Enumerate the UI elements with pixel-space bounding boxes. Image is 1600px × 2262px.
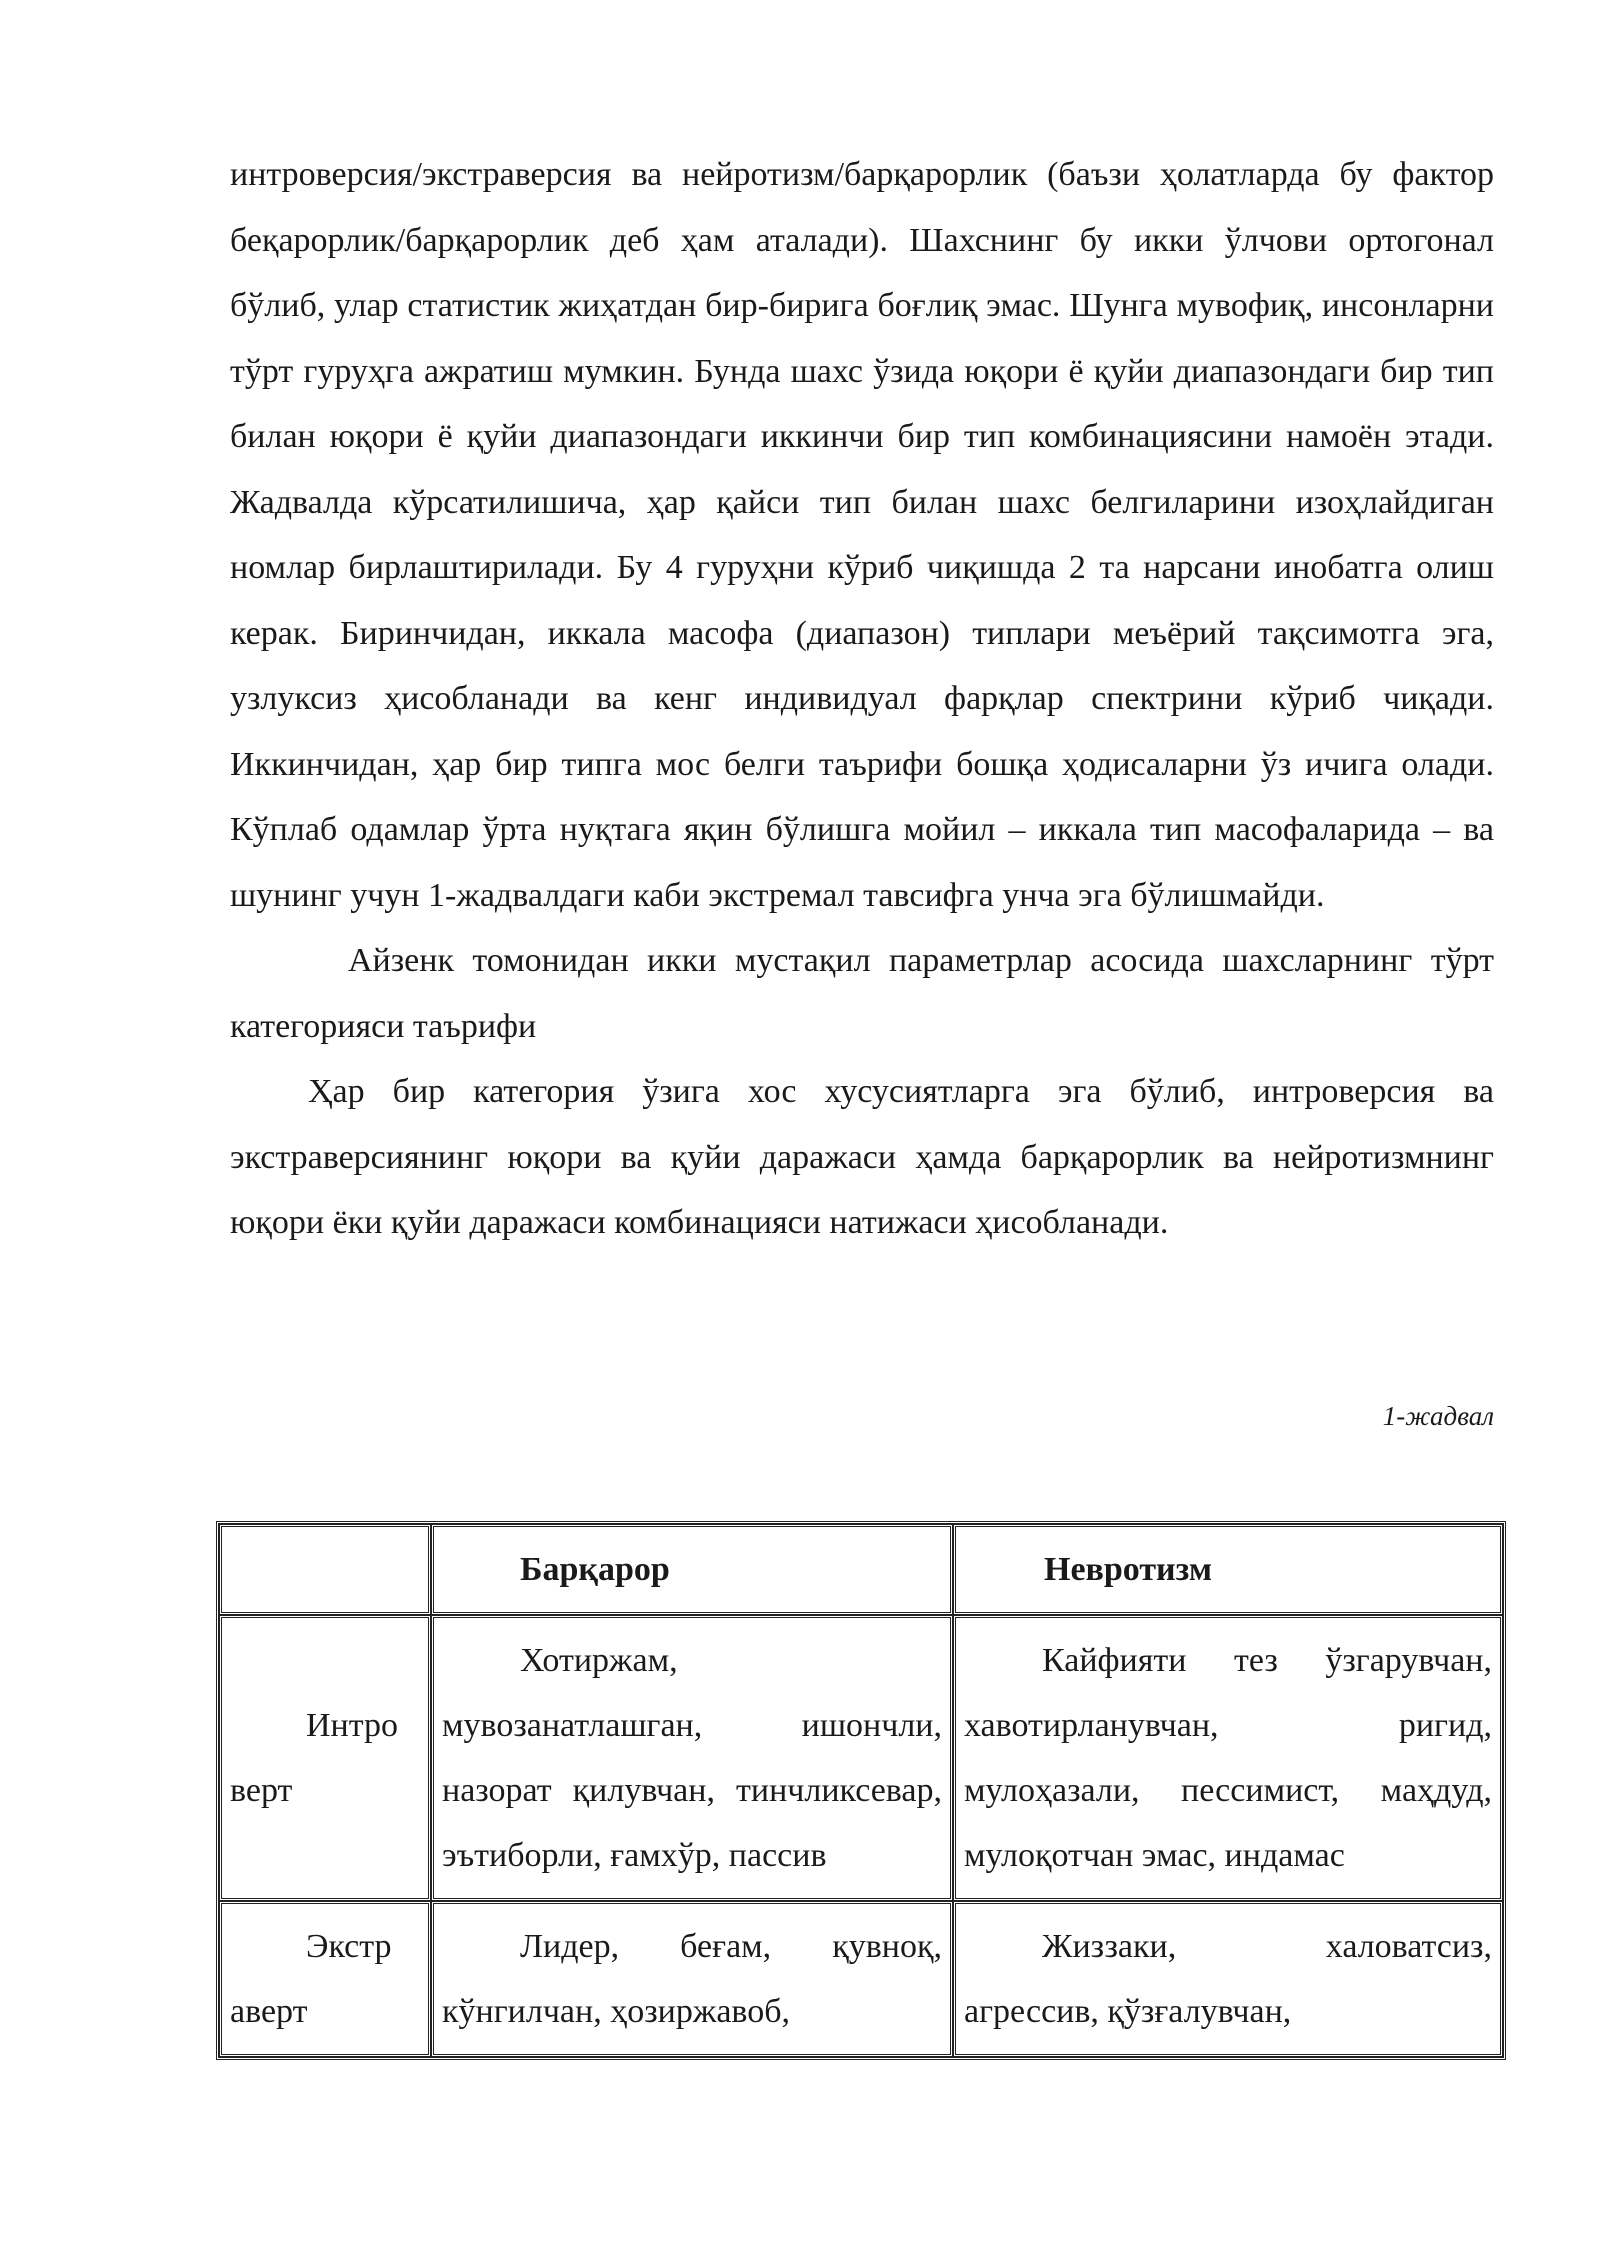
cell-extravert-neurotic: Жиззаки, халоватсиз, агрессив, қўзғалувчан, — [964, 1928, 1492, 2030]
header-stable-label: Барқарор — [520, 1551, 670, 1588]
paragraph-eysenck-heading: Айзенк томонидан икки мустақил параметрлар асосида шахсларнинг тўрт категорияси таърифи — [230, 942, 1494, 1045]
paragraph-intro-extro: интроверсия/экстраверсия ва нейротизм/барқарорлик (баъзи ҳолатларда бу фактор беқарорлик/барқарорлик деб ҳам аталади). Шахснинг бу икки ўлчови ортогонал бўлиб, улар статистик жиҳатдан бир-бирига боғлиқ эмас. Шунга мувофиқ, инсонларни тўрт гуруҳга ажратиш мумкин. Бунда шахс ўзида юқори ё қуйи диапазондаги бир тип билан юқори ё қуйи диапазондаги иккинчи бир тип комбинациясини намоён этади. Жадвалда кўрсатилишича, ҳар қайси тип билан шахс белгиларини изоҳлайдиган номлар бирлаштирилади. Бу 4 гуруҳни кўриб чиқишда 2 та нарсани инобатга олиш керак. Биринчидан, иккала масофа (диапазон) типлари меъёрий тақсимотга эга, узлуксиз ҳисобланади ва кенг индивидуал фарқлар спектрини кўриб чиқади. Иккинчидан, ҳар бир типга мос белги таърифи бошқа ҳодисаларни ўз ичига олади. Кўплаб одамлар ўрта нуқтага яқин бўлишга мойил – иккала тип масофаларида – ва шунинг учун 1-жадвалдаги каби экстремал тавсифга унча эга бўлишмайди. — [230, 156, 1494, 914]
cell-introvert-neurotic: Кайфияти тез ўзгарувчан, хавотирланувчан, ригид, мулоҳазали, пессимист, маҳдуд, мулоқотчан эмас, индамас — [964, 1642, 1492, 1874]
table-row — [219, 1901, 1503, 2057]
paragraph-categories: Ҳар бир категория ўзига хос хусусиятларга эга бўлиб, интроверсия ва экстраверсиянинг юқори ва қуйи даражаси ҳамда барқарорлик ва нейротизмнинг юқори ёки қуйи даражаси комбинацияси натижаси ҳисобланади. — [230, 1073, 1494, 1241]
row-label-extravert: Экстр аверт — [230, 1928, 392, 2030]
personality-table — [216, 1521, 1506, 2060]
body-text — [230, 142, 1494, 1256]
cell-extravert-stable: Лидер, беғам, қувноқ, кўнгилчан, ҳозиржавоб, — [442, 1928, 942, 2030]
table-header-empty — [219, 1524, 431, 1615]
table-header-neurotic — [953, 1524, 1503, 1615]
cell-introvert-stable: Хотиржам, мувозанатлашган, ишончли, назорат қилувчан, тинчликсевар, эътиборли, ғамхўр, пассив — [442, 1642, 942, 1874]
table-header-row — [219, 1524, 1503, 1615]
header-neurotic-label: Невротизм — [1044, 1551, 1212, 1588]
table-row — [219, 1615, 1503, 1901]
table-caption: 1-жадвал — [1382, 1401, 1494, 1431]
table-header-stable — [431, 1524, 953, 1615]
row-label-introvert: Интро верт — [230, 1707, 399, 1809]
